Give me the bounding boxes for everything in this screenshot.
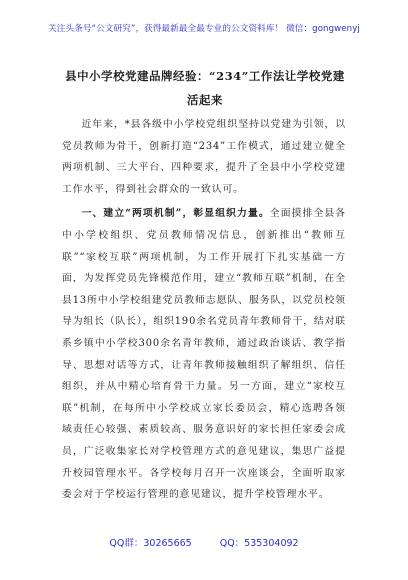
section-paragraph bbox=[62, 203, 346, 505]
footer-qq: QQ：535304092 bbox=[219, 538, 299, 549]
intro-paragraph: 近年来，*县各级中小学校党组织坚持以党建为引领，以党员教师为骨干，创新打造“234”工作模式，通过建立健全两项机制、三大平台、四种要求，提升了全县中小学校党建工作水平，得到社会群众的一致认可。 bbox=[62, 119, 346, 195]
header-banner: 关注头条号“公文研究”，获得最新最全最专业的公文资料库！ 微信：gongwenyj bbox=[48, 24, 360, 34]
section-body: 全面摸排全县各中小学校组织、党员教师情况信息，创新推出“教师互联”“家校互联”两项机制，为工作开展打下扎实基础一方面，为发挥党员先锋模范作用，建立“教师互联”机制，在全县13所中小学校组建党员教师志愿队、服务队，以党员校领导为组长（队长），组织190余名党员青年教师骨干，结对联系乡镇中小学校300余名青年教师，通过政治谈话、教学指导、思想对话等方式，让青年教师接触组织了解组织、信任组织，并从中精心培育骨干力量。另一方面，建立“家校互联”机制，在每所中小学校成立家长委员会，精心选聘各领域责任心较强、素质较高、服务意识好的家长担任家委会成员，广泛收集家长对学校管理方式的意见建议，集思广益提升校园管理水平。各学校每月召开一次座谈会，全面听取家委会对于学校运行管理的意见建议，提升学校管理水平。 bbox=[62, 208, 346, 501]
footer-contact bbox=[0, 535, 408, 549]
document-title: 县中小学校党建品牌经验：“234”工作法让学校党建活起来 bbox=[65, 69, 345, 107]
section-heading: 一、建立“两项机制”，彰显组织力量。 bbox=[81, 208, 270, 220]
footer-qq-group: QQ群：30265665 bbox=[109, 538, 192, 549]
document-body bbox=[62, 114, 346, 506]
